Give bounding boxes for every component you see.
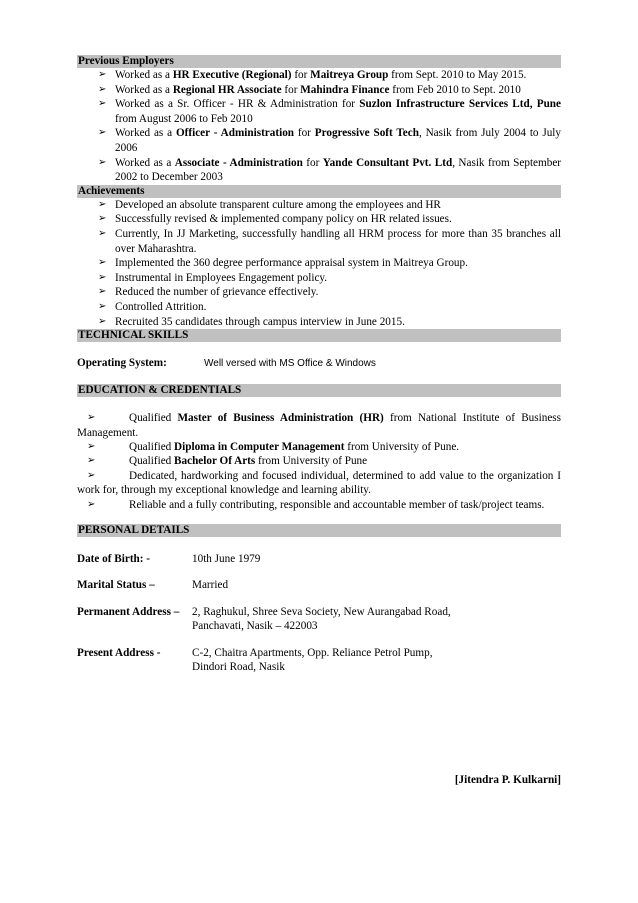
list-item: ➢ Controlled Attrition. <box>98 300 207 313</box>
arrow-bullet-icon: ➢ <box>87 469 96 481</box>
arrow-bullet-icon: ➢ <box>87 498 96 510</box>
arrow-bullet-icon: ➢ <box>98 315 107 327</box>
personal-details-table <box>77 552 451 675</box>
list-item: ➢ Successfully revised & implemented company policy on HR related issues. <box>98 213 452 226</box>
list-item: ➢ Worked as a Sr. Officer - HR & Administration for Suzlon Infrastructure Services Ltd, Pune from August 2006 to Feb 2010 <box>98 98 561 125</box>
list-item: ➢ Reliable and a fully contributing, responsible and accountable member of task/project teams. <box>87 498 545 511</box>
arrow-bullet-icon: ➢ <box>98 286 107 298</box>
resume-page <box>77 55 562 786</box>
arrow-bullet-icon: ➢ <box>98 300 107 312</box>
marital-label: Marital Status – <box>77 579 155 592</box>
list-item: ➢ Implemented the 360 degree performance appraisal system in Maitreya Group. <box>98 257 468 270</box>
os-value: Well versed with MS Office & Windows <box>204 358 376 370</box>
list-item: ➢ Instrumental in Employees Engagement policy. <box>98 271 328 284</box>
present-address-value: C-2, Chaitra Apartments, Opp. Reliance Petrol Pump, Dindori Road, Nasik <box>192 646 433 674</box>
employers-list <box>77 68 561 185</box>
arrow-bullet-icon: ➢ <box>87 440 96 452</box>
section-header-technical: TECHNICAL SKILLS <box>77 329 561 342</box>
list-item: ➢ Worked as a Officer - Administration for Progressive Soft Tech, Nasik from July 2004 to July 2006 <box>98 127 562 154</box>
education-list <box>77 411 561 512</box>
arrow-bullet-icon: ➢ <box>87 455 96 467</box>
arrow-bullet-icon: ➢ <box>98 156 107 168</box>
os-label: Operating System: <box>77 357 167 370</box>
permanent-address-value: 2, Raghukul, Shree Seva Society, New Aurangabad Road, Panchavati, Nasik – 422003 <box>192 605 451 633</box>
table-row <box>77 605 451 634</box>
list-item: ➢ Recruited 35 candidates through campus interview in June 2015. <box>98 315 405 328</box>
table-row <box>77 578 451 593</box>
arrow-bullet-icon: ➢ <box>98 69 107 80</box>
section-header-education: EDUCATION & CREDENTIALS <box>77 384 561 397</box>
arrow-bullet-icon: ➢ <box>98 257 107 269</box>
list-item: ➢ Worked as a Associate - Administration for Yande Consultant Pvt. Ltd, Nasik from September 2002 to December 2003 <box>98 156 562 184</box>
table-row <box>77 552 451 567</box>
list-item: ➢ Reduced the number of grievance effectively. <box>98 286 319 299</box>
table-row <box>77 646 451 675</box>
arrow-bullet-icon: ➢ <box>98 213 107 225</box>
list-item: ➢ Qualified Bachelor Of Arts from University of Pune <box>87 455 368 468</box>
list-item: ➢ Qualified Diploma in Computer Management from University of Pune. <box>87 440 460 453</box>
dob-label: Date of Birth: - <box>77 552 151 565</box>
section-header-employers: Previous Employers <box>77 55 561 68</box>
arrow-bullet-icon: ➢ <box>87 412 96 424</box>
achievements-list <box>77 198 561 329</box>
arrow-bullet-icon: ➢ <box>98 271 107 283</box>
section-header-achievements: Achievements <box>77 185 561 198</box>
dob-value: 10th June 1979 <box>192 552 261 565</box>
section-header-personal: PERSONAL DETAILS <box>77 524 561 537</box>
list-item: ➢ Qualified Master of Business Administration (HR) from National Institute of Business Management. <box>77 412 561 439</box>
arrow-bullet-icon: ➢ <box>98 83 107 95</box>
list-item: ➢ Dedicated, hardworking and focused individual, determined to add value to the organization I work for, through my exceptional knowledge and learning ability. <box>77 469 561 497</box>
arrow-bullet-icon: ➢ <box>98 127 107 139</box>
present-address-label: Present Address - <box>77 646 161 659</box>
arrow-bullet-icon: ➢ <box>98 198 107 210</box>
list-item: ➢ Currently, In JJ Marketing, successfully handling all HRM process for more than 35 branches all over Maharashtra. <box>98 227 561 255</box>
list-item: ➢ Worked as a HR Executive (Regional) for Maitreya Group from Sept. 2010 to May 2015. <box>98 69 527 81</box>
arrow-bullet-icon: ➢ <box>98 98 107 110</box>
arrow-bullet-icon: ➢ <box>98 227 107 239</box>
list-item: ➢ Worked as a Regional HR Associate for Mahindra Finance from Feb 2010 to Sept. 2010 <box>98 83 521 96</box>
list-item: ➢ Developed an absolute transparent culture among the employees and HR <box>98 198 441 211</box>
permanent-address-label: Permanent Address – <box>77 605 180 618</box>
marital-value: Married <box>192 579 229 592</box>
technical-skills <box>77 356 561 371</box>
signature-name: [Jitendra P. Kulkarni] <box>454 774 561 786</box>
